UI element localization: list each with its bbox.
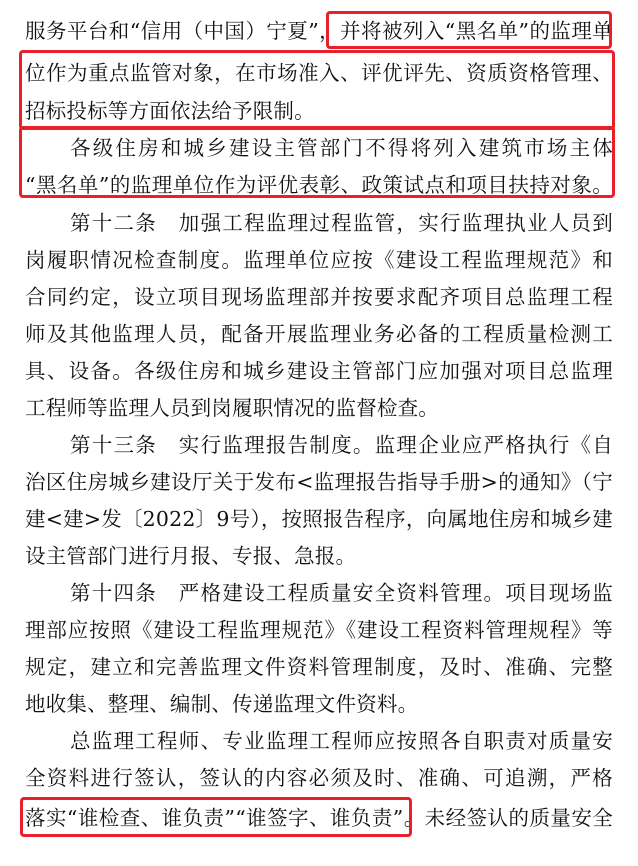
text-line: 各级住房和城乡建设主管部门不得将列入建筑市场主体 bbox=[70, 136, 613, 160]
text-line: 设主管部门进行月报、专报、急报。 bbox=[25, 544, 357, 568]
text-line: “黑名单”的监理单位作为评优表彰、政策试点和项目扶持对象。 bbox=[25, 173, 613, 197]
text-line: 全资料进行签认，签认的内容必须及时、准确、可追溯，严格 bbox=[25, 766, 613, 790]
text-line: 岗履职情况检查制度。监理单位应按《建设工程监理规范》和 bbox=[25, 248, 613, 272]
text-line: 招标投标等方面依法给予限制。 bbox=[25, 99, 315, 123]
text-line: 合同约定，设立项目现场监理部并按要求配齐项目总监理工程 bbox=[25, 285, 613, 309]
text-line: 师及其他监理人员，配备开展监理业务必备的工程质量检测工 bbox=[25, 322, 613, 346]
text-line: 第十二条 加强工程监理过程监管，实行监理执业人员到 bbox=[70, 211, 613, 235]
text-line: 第十四条 严格建设工程质量安全资料管理。项目现场监 bbox=[70, 581, 613, 605]
text-line: 治区住房城乡建设厅关于发布<监理报告指导手册>的通知》（宁 bbox=[25, 470, 613, 494]
text-line: 工程师等监理人员到岗履职情况的监督检查。 bbox=[25, 396, 439, 420]
text-line: 理部应按照《建设工程监理规范》《建设工程资料管理规程》等 bbox=[25, 618, 613, 642]
text-line: 服务平台和“信用（中国）宁夏”，并将被列入“黑名单”的监理单 bbox=[25, 19, 613, 43]
text-line: 建<建>发〔2022〕9号），按照报告程序，向属地住房和城乡建 bbox=[25, 507, 613, 531]
text-line: 位作为重点监管对象，在市场准入、评优评先、资质资格管理、 bbox=[25, 61, 613, 85]
text-line: 总监理工程师、专业监理工程师应按照各自职责对质量安 bbox=[70, 729, 613, 753]
text-line: 落实“谁检查、谁负责”“谁签字、谁负责”。未经签认的质量安全 bbox=[25, 806, 613, 830]
text-line: 第十三条 实行监理报告制度。监理企业应严格执行《自 bbox=[70, 433, 613, 457]
text-line: 地收集、整理、编制、传递监理文件资料。 bbox=[25, 692, 419, 716]
text-line: 规定，建立和完善监理文件资料管理制度，及时、准确、完整 bbox=[25, 655, 613, 679]
text-line: 具、设备。各级住房和城乡建设主管部门应加强对项目总监理 bbox=[25, 359, 613, 383]
